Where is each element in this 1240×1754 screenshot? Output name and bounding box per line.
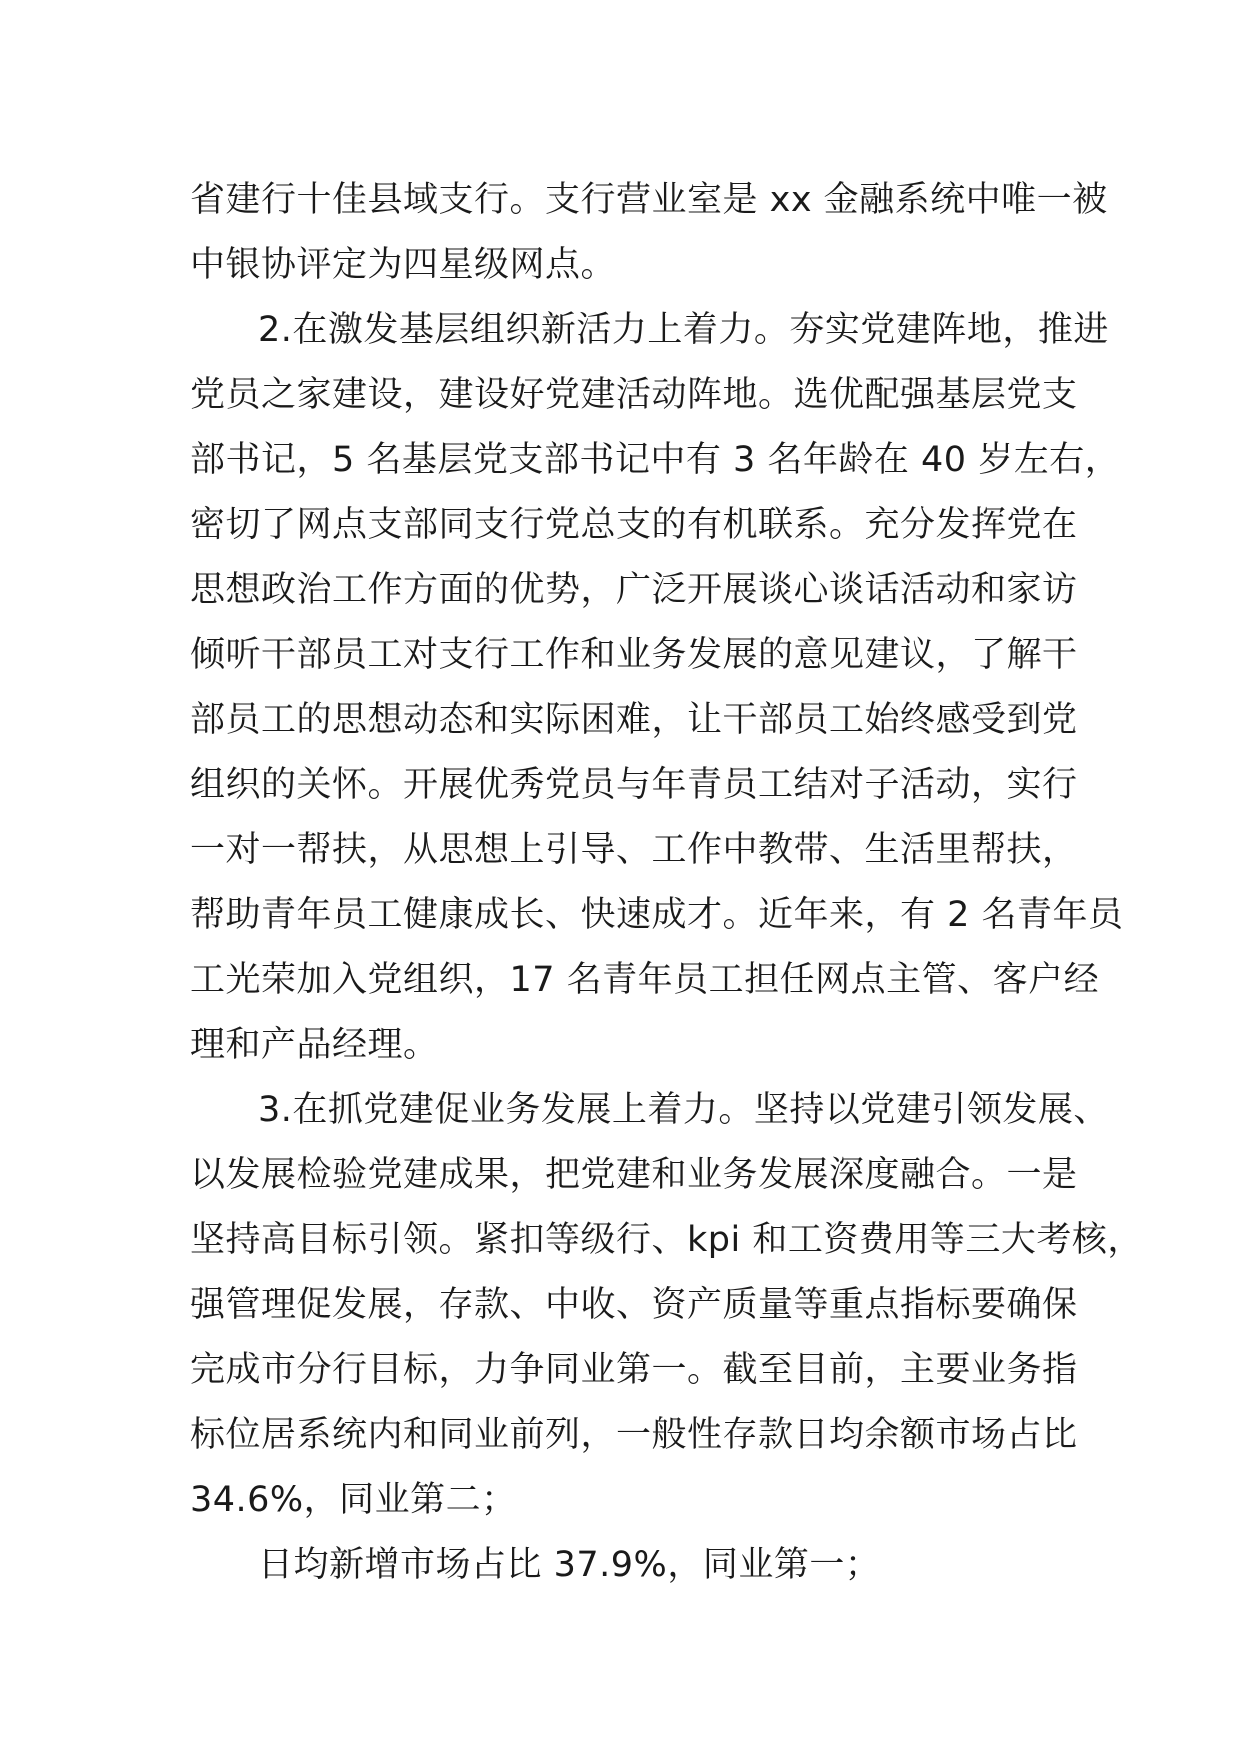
text-line-22: 日均新增市场占比 37.9%，同业第一； [258, 1545, 881, 1585]
text-line-11: 一对一帮扶，从思想上引导、工作中教带、生活里帮扶， [190, 830, 1078, 870]
text-line-13: 工光荣加入党组织，17 名青年员工担任网点主管、客户经 [190, 960, 1100, 1000]
text-line-6: 密切了网点支部同支行党总支的有机联系。充分发挥党在 [190, 505, 1078, 545]
text-line-7: 思想政治工作方面的优势，广泛开展谈心谈话活动和家访 [190, 570, 1078, 610]
text-line-10: 组织的关怀。开展优秀党员与年青员工结对子活动，实行 [190, 765, 1078, 805]
text-line-14: 理和产品经理。 [190, 1025, 439, 1065]
text-line-18: 强管理促发展，存款、中收、资产质量等重点指标要确保 [190, 1285, 1078, 1325]
text-line-16: 以发展检验党建成果，把党建和业务发展深度融合。一是 [190, 1155, 1078, 1195]
text-line-2: 中银协评定为四星级网点。 [190, 245, 617, 285]
text-line-8: 倾听干部员工对支行工作和业务发展的意见建议，了解干 [190, 635, 1078, 675]
body-text [190, 168, 1143, 1598]
text-line-19: 完成市分行目标，力争同业第一。截至目前，主要业务指 [190, 1350, 1078, 1390]
text-line-4: 党员之家建设，建设好党建活动阵地。选优配强基层党支 [190, 375, 1078, 415]
text-line-21: 34.6%，同业第二； [190, 1480, 517, 1520]
text-line-3: 2.在激发基层组织新活力上着力。夯实党建阵地，推进 [258, 310, 1109, 350]
text-line-12: 帮助青年员工健康成长、快速成才。近年来，有 2 名青年员 [190, 895, 1124, 935]
text-line-20: 标位居系统内和同业前列，一般性存款日均余额市场占比 [190, 1415, 1078, 1455]
text-line-1: 省建行十佳县域支行。支行营业室是 xx 金融系统中唯一被 [190, 180, 1108, 220]
text-line-9: 部员工的思想动态和实际困难，让干部员工始终感受到党 [190, 700, 1078, 740]
text-line-15: 3.在抓党建促业务发展上着力。坚持以党建引领发展、 [258, 1090, 1109, 1130]
text-line-17: 坚持高目标引领。紧扣等级行、kpi 和工资费用等三大考核， [190, 1220, 1143, 1260]
text-line-5: 部书记，5 名基层党支部书记中有 3 名年龄在 40 岁左右， [190, 440, 1121, 480]
